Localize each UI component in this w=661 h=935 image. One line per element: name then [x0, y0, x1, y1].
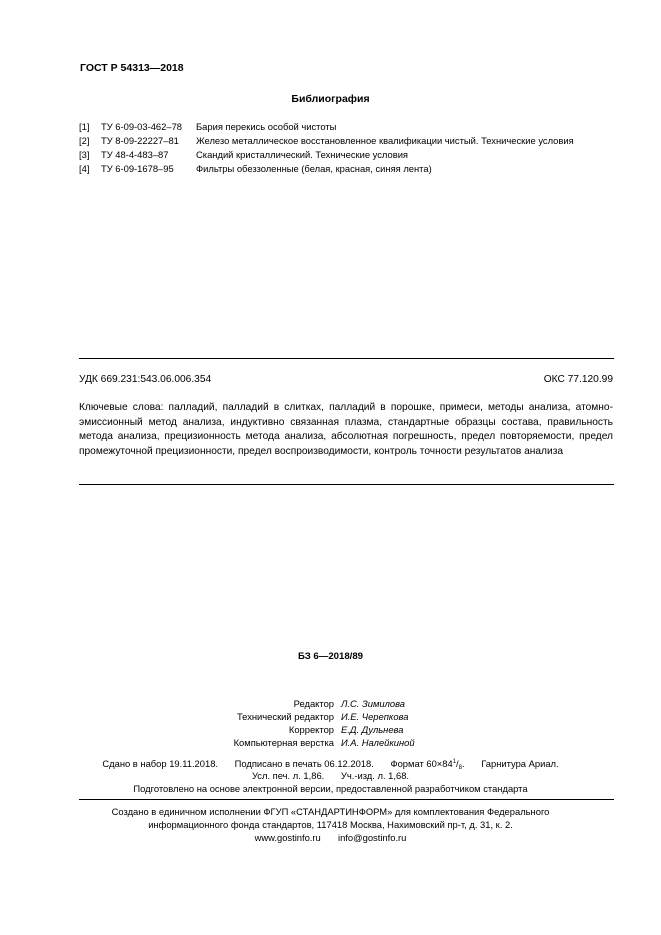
- paper-format: Формат 60×841/8.: [390, 758, 465, 771]
- entry-code: ТУ 48-4-483–87: [101, 149, 169, 160]
- bz-number: БЗ 6—2018/89: [297, 651, 364, 662]
- entry-code: ТУ 8-09-22227–81: [101, 135, 179, 146]
- bibliography-entry: [0, 148, 661, 162]
- udk-code: УДК 669.231:543.06.006.354: [79, 374, 212, 385]
- print-sheets: Усл. печ. л. 1,86.: [251, 770, 325, 781]
- publ-sheets: Уч.-изд. л. 1,68.: [340, 770, 410, 781]
- imprint-sheets: [0, 769, 661, 782]
- staff-role: Редактор: [293, 698, 334, 709]
- entry-title: Бария перекись особой чистоты: [196, 121, 337, 132]
- keywords-paragraph: Ключевые слова: палладий, палладий в слитках, палладий в порошке, примеси, методы анализа, атомно-эмиссионный метод анализа, индуктивно связанная плазма, стандартные образцы состава, правильность метода анализа, прецизионность метода анализа, абсолютная погрешность, предел повторяемости, предел промежуточной прецизионности, предел воспроизводимости, контроль точности результатов анализа: [79, 402, 613, 457]
- staff-name: Е.Д. Дульнева: [341, 724, 404, 735]
- staff-name: И.Е. Черепкова: [341, 711, 409, 722]
- website-link[interactable]: www.gostinfo.ru: [254, 832, 321, 843]
- divider-rule: [79, 358, 614, 359]
- entry-title: Скандий кристаллический. Технические условия: [196, 149, 409, 160]
- oks-code: ОКС 77.120.99: [543, 374, 613, 385]
- bibliography-entry: [0, 162, 661, 176]
- entry-code: ТУ 6-09-1678–95: [101, 163, 174, 174]
- staff-role: Компьютерная верстка: [233, 737, 334, 748]
- staff-role: Корректор: [288, 724, 334, 735]
- publisher-line-1: Создано в единичном исполнении ФГУП «СТАНДАРТИНФОРМ» для комплектования Федерального: [111, 806, 550, 817]
- entry-number: [1]: [79, 121, 90, 132]
- bibliography-entry: [0, 120, 661, 134]
- bibliography-title: Библиография: [291, 93, 370, 105]
- prepared-note: Подготовлено на основе электронной версии, предоставленной разработчиком стандарта: [133, 783, 528, 794]
- signed-date: Подписано в печать 06.12.2018.: [234, 758, 374, 769]
- publisher-line-2: информационного фонда стандартов, 117418 Москва, Нахимовский пр-т, д. 31, к. 2.: [148, 819, 513, 830]
- publisher-contacts: [0, 831, 661, 844]
- staff-name: И.А. Налейкиной: [341, 737, 415, 748]
- entry-code: ТУ 6-09-03-462–78: [101, 121, 183, 132]
- typeface: Гарнитура Ариал.: [481, 758, 559, 769]
- entry-title: Железо металлическое восстановленное квалификации чистый. Технические условия: [196, 135, 574, 146]
- document-code: ГОСТ Р 54313—2018: [80, 62, 184, 74]
- entry-title: Фильтры обеззоленные (белая, красная, синяя лента): [196, 163, 432, 174]
- entry-number: [3]: [79, 149, 90, 160]
- divider-rule: [79, 484, 614, 485]
- divider-rule: [79, 799, 614, 800]
- staff-role: Технический редактор: [236, 711, 334, 722]
- staff-name: Л.С. Зимилова: [341, 698, 406, 709]
- email-link[interactable]: info@gostinfo.ru: [337, 832, 407, 843]
- typeset-date: Сдано в набор 19.11.2018.: [102, 758, 219, 769]
- bibliography-entry: [0, 134, 661, 148]
- entry-number: [2]: [79, 135, 90, 146]
- entry-number: [4]: [79, 163, 90, 174]
